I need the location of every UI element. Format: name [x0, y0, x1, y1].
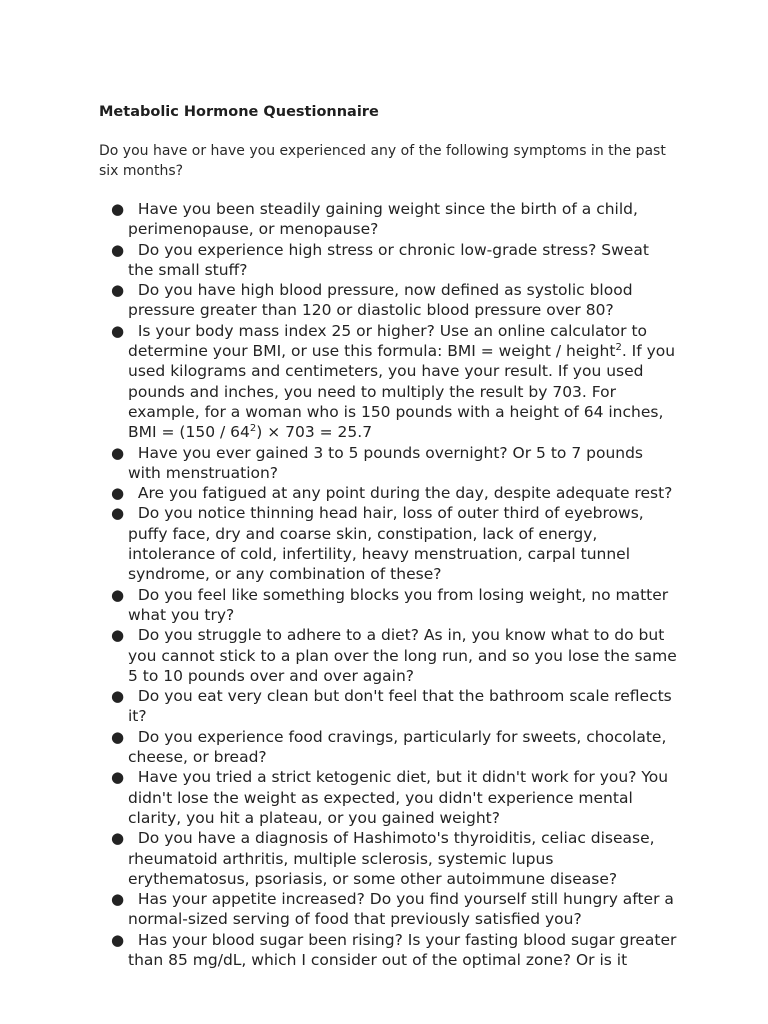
superscript-2: 2 [615, 342, 622, 354]
bullet-icon: ● [111, 504, 125, 523]
bullet-icon: ● [111, 321, 125, 340]
list-item [111, 889, 679, 930]
list-item [111, 767, 679, 828]
list-item [111, 483, 679, 503]
intro-paragraph: Do you have or have you experienced any of the following symptoms in the past six months? [99, 143, 666, 179]
bullet-icon: ● [111, 930, 125, 949]
list-item [111, 503, 679, 584]
bullet-icon: ● [111, 281, 125, 300]
list-item [111, 280, 679, 321]
question-text: Do you have a diagnosis of Hashimoto's thyroiditis, celiac disease, rheumatoid arthritis, multiple sclerosis, systemic lupus erythematosus, psoriasis, or some other autoimmune disease? [128, 829, 655, 888]
question-text: Do you experience food cravings, particularly for sweets, chocolate, cheese, or bread? [128, 727, 667, 767]
question-text: Has your appetite increased? Do you find yourself still hungry after a normal-sized serving of food that previously satisfied you? [128, 890, 674, 929]
question-list [99, 199, 679, 970]
bmi-text-part-3: ) × 703 = 25.7 [256, 423, 373, 442]
list-item [111, 199, 679, 240]
list-item [111, 585, 679, 626]
list-item [111, 443, 679, 484]
question-text: Do you notice thinning head hair, loss of outer third of eyebrows, puffy face, dry and coarse skin, constipation, lack of energy, intolerance of cold, infertility, heavy menstruation, carpal tunnel syndrome, or any combination of these? [128, 504, 644, 584]
question-text: Have you ever gained 3 to 5 pounds overnight? Or 5 to 7 pounds with menstruation? [128, 443, 644, 482]
bmi-text-part-1: Is your body mass index 25 or higher? Use an online calculator to determine your BMI, or use this formula: BMI = weight / height [128, 321, 648, 361]
question-text: Do you eat very clean but don't feel that the bathroom scale reflects it? [128, 687, 672, 726]
question-text: Has your blood sugar been rising? Is your fasting blood sugar greater than 85 mg/dL, which I consider out of the optimal zone? Or is it [128, 930, 677, 969]
bmi-text-part-2: . If you used kilograms and centimeters, you have your result. If you used pounds and inches, you need to multiply the result by 703. For example, for a woman who is 150 pounds with a height of 64 inches, BMI = (150 / 64 [128, 342, 676, 442]
list-item [111, 625, 679, 686]
question-text: Do you struggle to adhere to a diet? As in, you know what to do but you cannot stick to a plan over the long run, and so you lose the same 5 to 10 pounds over and over again? [128, 626, 677, 685]
document-page [99, 102, 679, 970]
list-item [111, 240, 679, 281]
question-text: Do you feel like something blocks you from losing weight, no matter what you try? [128, 585, 669, 624]
question-text: Have you been steadily gaining weight since the birth of a child, perimenopause, or menopause? [128, 200, 638, 239]
list-item [111, 727, 679, 768]
bullet-icon: ● [111, 200, 125, 218]
question-text-bmi [128, 322, 675, 441]
document-title: Metabolic Hormone Questionnaire [99, 104, 379, 120]
bullet-icon: ● [111, 240, 125, 259]
bullet-icon: ● [111, 626, 125, 645]
list-item [111, 930, 679, 971]
bullet-icon: ● [111, 829, 125, 848]
bullet-icon: ● [111, 768, 125, 787]
bullet-icon: ● [111, 890, 125, 909]
question-text: Have you tried a strict ketogenic diet, but it didn't work for you? You didn't lose the weight as expected, you didn't experience mental clarity, you hit a plateau, or you gained weight? [128, 768, 669, 827]
question-text: Do you experience high stress or chronic low-grade stress? Sweat the small stuff? [128, 240, 649, 279]
list-item [111, 321, 679, 443]
bullet-icon: ● [111, 727, 125, 746]
bullet-icon: ● [111, 484, 125, 503]
question-text: Do you have high blood pressure, now defined as systolic blood pressure greater than 120 or diastolic blood pressure over 80? [128, 281, 633, 320]
list-item [111, 828, 679, 889]
bullet-icon: ● [111, 687, 125, 706]
superscript-2: 2 [249, 423, 257, 435]
bullet-icon: ● [111, 443, 125, 462]
bullet-icon: ● [111, 585, 125, 604]
list-item [111, 686, 679, 727]
question-text: Are you fatigued at any point during the day, despite adequate rest? [137, 484, 673, 503]
